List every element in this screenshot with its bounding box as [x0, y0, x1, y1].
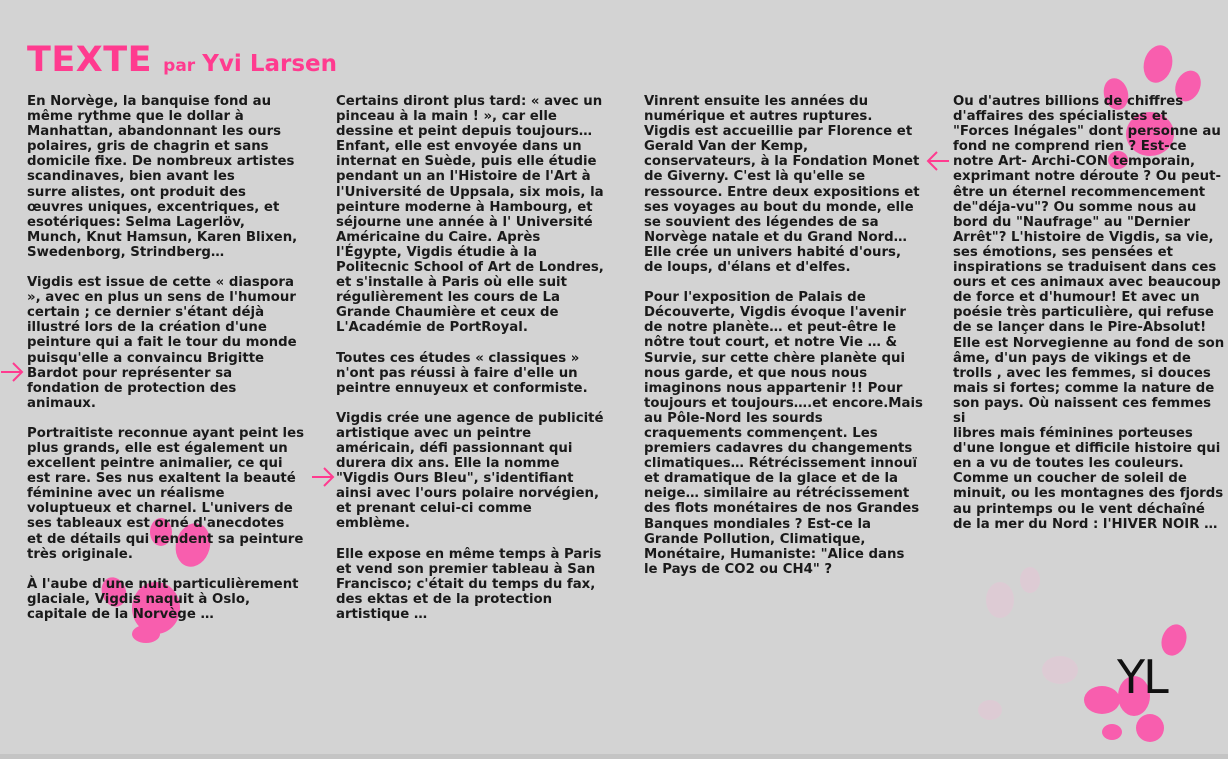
paragraph: Toutes ces études « classiques » n'ont pas réussi à faire d'elle un peintre ennuyeux et conformiste.	[336, 350, 588, 396]
arrow-right-icon	[311, 466, 335, 488]
arrow-left-icon	[926, 150, 950, 172]
text-column-2	[336, 94, 618, 637]
paragraph: Ou d'autres billions de chiffres d'affaires des spécialistes et "Forces Inégales" dont personne au fond ne comprend rien ? Est-ce notre Art- Archi-CON temporain, exprimant notre déroute ? Ou peut- être un éternel recommencement de"déja-vu"? Ou somme nous au bord du "Naufrage" au "Dernier Arrêt"? L'histoire de Vigdis, sa vie, ses émotions, ses pensées et inspirations se traduisent dans ces ours et ces animaux avec beaucoup de force et d'humour! Et avec un poésie très particulière, qui refuse de se lançer dans le Pire-Absolut! Elle est Norvegienne au fond de son âme, d'un pays de vikings et de trolls , avec les femmes, si douces mais si fortes; comme la nature de son pays. Où naissent ces femmes si libres mais féminines porteuses d'une longue et difficile histoire qui en a vu de toutes les couleurs. Comme un coucher de soleil de minuit, ou les montagnes des fjords au printemps ou le vent déchaîné de la mer du Nord : l'HIVER NOIR …	[953, 94, 1225, 532]
paragraph: Vigdis crée une agence de publicité artistique avec un peintre américain, défi passionnant qui durera dix ans. Elle la nomme "Vigdis Ours Bleu", s'identifiant ainsi avec l'ours polaire norvégien, et prenant celui-ci comme emblème.	[336, 410, 604, 532]
text-column-3	[644, 94, 926, 592]
page-title: TEXTE	[27, 40, 153, 80]
paragraph: Pour l'exposition de Palais de Découverte, Vigdis évoque l'avenir de notre planète… et peut-être le nôtre tout court, et notre Vie … & Survie, sur cette chère planète qui nous garde, et que nous nous imaginons nous appartenir !! Pour toujours et toujours….et encore.Mais au Pôle-Nord les sourds craquements commençent. Les premiers cadavres du changements climatiques… Rétrécissement innouï et dramatique de la glace et de la neige… similaire au rétrécissement des flots monétaires de nos Grandes Banques mondiales ? Est-ce la Grande Pollution, Climatique, Monétaire, Humaniste: "Alice dans le Pays de CO2 ou CH4" ?	[644, 290, 923, 577]
paragraph: Elle expose en même temps à Paris et vend son premier tableau à San Francisco; c'était du temps du fax, des ektas et de la protection artistique …	[336, 546, 602, 622]
signature-initials: YL	[1117, 650, 1167, 704]
paragraph: À l'aube d'une nuit particulièrement glaciale, Vigdis naquit à Oslo, capitale de la Norvège …	[27, 576, 299, 622]
paragraph: En Norvège, la banquise fond au même rythme que le dollar à Manhattan, abandonnant les ours polaires, gris de chagrin et sans domicile fixe. De nombreux artistes scandinaves, bien avant les surre alistes, ont produit des œuvres uniques, excentriques, et esotériques: Selma Lagerlöv, Munch, Knut Hamsun, Karen Blixen, Swedenborg, Strindberg…	[27, 94, 298, 260]
text-column-4	[953, 94, 1228, 547]
arrow-right-icon	[0, 361, 24, 383]
text-column-1	[27, 94, 309, 637]
title-by-word: par	[163, 56, 196, 76]
author-name: Yvi Larsen	[202, 51, 338, 77]
bottom-divider	[0, 754, 1228, 759]
paragraph: Vigdis est issue de cette « diaspora », avec en plus un sens de l'humour certain ; ce dernier s'étant déjà illustré lors de la création d'une peinture qui a fait le tour du monde puisqu'elle a convaincu Brigitte Bardot pour représenter sa fondation de protection des animaux.	[27, 275, 297, 411]
page-header	[27, 40, 337, 80]
paragraph: Certains diront plus tard: « avec un pinceau à la main ! », car elle dessine et peint depuis toujours… Enfant, elle est envoyée dans un internat en Suède, puis elle étudie pendant un an l'Histoire de l'Art à l'Université de Uppsala, six mois, la peinture moderne à Hambourg, et séjourne une année à l' Université Américaine du Caire. Après l'Égypte, Vigdis étudie à la Politecnic School of Art de Londres, et s'installe à Paris où elle suit régulièrement les cours de La Grande Chaumière et ceux de L'Académie de PortRoyal.	[336, 94, 604, 336]
paragraph: Portraitiste reconnue ayant peint les plus grands, elle est également un excellent peintre animalier, ce qui est rare. Ses nus exaltent la beauté féminine avec un réalisme voluptueux et charnel. L'univers de ses tableaux est orné d'anecdotes et de détails qui rendent sa peinture très originale.	[27, 425, 305, 562]
paragraph: Vinrent ensuite les années du numérique et autres ruptures. Vigdis est accueillie par Florence et Gerald Van der Kemp, conservateurs, à la Fondation Monet de Giverny. C'est là qu'elle se ressource. Entre deux expositions et ses voyages au bout du monde, elle se souvient des légendes de sa Norvège natale et du Grand Nord… Elle crée un univers habité d'ours, de loups, d'élans et d'elfes.	[644, 94, 920, 276]
